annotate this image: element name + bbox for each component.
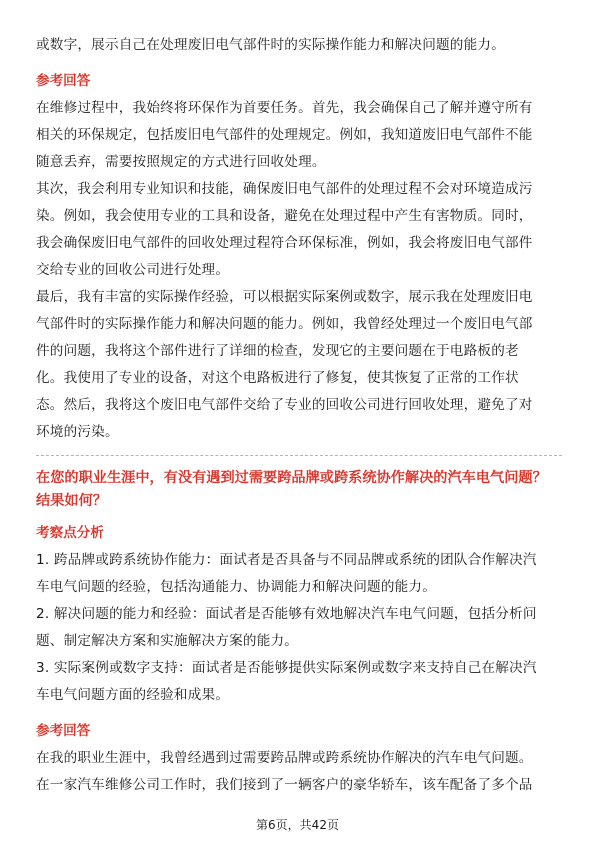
text-line: 车电气问题的经验，包括沟通能力、协调能力和解决问题的能力。 <box>36 579 437 595</box>
answer-paragraph <box>36 284 562 446</box>
analysis-heading: 考察点分析 <box>36 525 104 541</box>
section-divider <box>36 455 562 456</box>
answer-paragraph <box>36 95 562 176</box>
question-line: 结果如何？ <box>36 493 107 509</box>
text-line: 染。例如，我会使用专业的工具和设备，避免在处理过程中产生有害物质。同时， <box>36 208 533 224</box>
question-title <box>36 467 562 513</box>
intro-line: 或数字，展示自己在处理废旧电气部件时的实际操作能力和解决问题的能力。 <box>36 37 505 53</box>
text-line: 车电气问题方面的经验和成果。 <box>36 687 230 703</box>
text-line: 件的问题，我将这个部件进行了详细的检查，发现它的主要问题在于电路板的老 <box>36 343 519 359</box>
text-line: 环境的污染。 <box>36 424 119 440</box>
text-line: 化。我使用了专业的设备，对这个电路板进行了修复，使其恢复了正常的工作状 <box>36 370 519 386</box>
text-line: 2. 解决问题的能力和经验：面试者是否能够有效地解决汽车电气问题，包括分析问 <box>36 606 537 622</box>
text-line: 在我的职业生涯中，我曾经遇到过需要跨品牌或跨系统协作解决的汽车电气问题。 <box>36 750 533 766</box>
text-line: 题、制定解决方案和实施解决方案的能力。 <box>36 633 299 649</box>
analysis-item <box>36 547 562 601</box>
text-line: 气部件时的实际操作能力和解决问题的能力。例如，我曾经处理过一个废旧电气部 <box>36 316 533 332</box>
text-line: 相关的环保规定，包括废旧电气部件的处理规定。例如，我知道废旧电气部件不能 <box>36 127 533 143</box>
text-line: 在一家汽车维修公司工作时，我们接到了一辆客户的豪华轿车，该车配备了多个品 <box>36 777 533 793</box>
text-line: 随意丢弃，需要按照规定的方式进行回收处理。 <box>36 154 326 170</box>
answer-heading: 参考回答 <box>36 723 91 739</box>
text-line: 其次，我会利用专业知识和技能，确保废旧电气部件的处理过程不会对环境造成污 <box>36 181 533 197</box>
text-line: 最后，我有丰富的实际操作经验，可以根据实际案例或数字，展示我在处理废旧电 <box>36 289 533 305</box>
page-number: 第6页，共42页 <box>256 818 339 832</box>
text-line: 在维修过程中，我始终将环保作为首要任务。首先，我会确保自己了解并遵守所有 <box>36 100 533 116</box>
analysis-item <box>36 601 562 655</box>
answer-heading: 参考回答 <box>36 73 91 89</box>
analysis-list <box>36 547 562 709</box>
text-line: 1. 跨品牌或跨系统协作能力：面试者是否具备与不同品牌或系统的团队合作解决汽 <box>36 552 537 568</box>
answer-body <box>36 95 562 446</box>
text-line: 我会确保废旧电气部件的回收处理过程符合环保标准，例如，我会将废旧电气部件 <box>36 235 533 251</box>
analysis-item <box>36 655 562 709</box>
question-line: 在您的职业生涯中，有没有遇到过需要跨品牌或跨系统协作解决的汽车电气问题？ <box>36 470 547 486</box>
answer-paragraph <box>36 176 562 284</box>
text-line: 3. 实际案例或数字支持：面试者是否能够提供实际案例或数字来支持自己在解决汽 <box>36 660 537 676</box>
text-line: 态。然后，我将这个废旧电气部件交给了专业的回收公司进行回收处理，避免了对 <box>36 397 533 413</box>
answer-paragraph <box>36 745 562 799</box>
text-line: 交给专业的回收公司进行处理。 <box>36 262 230 278</box>
document-page <box>36 32 562 799</box>
